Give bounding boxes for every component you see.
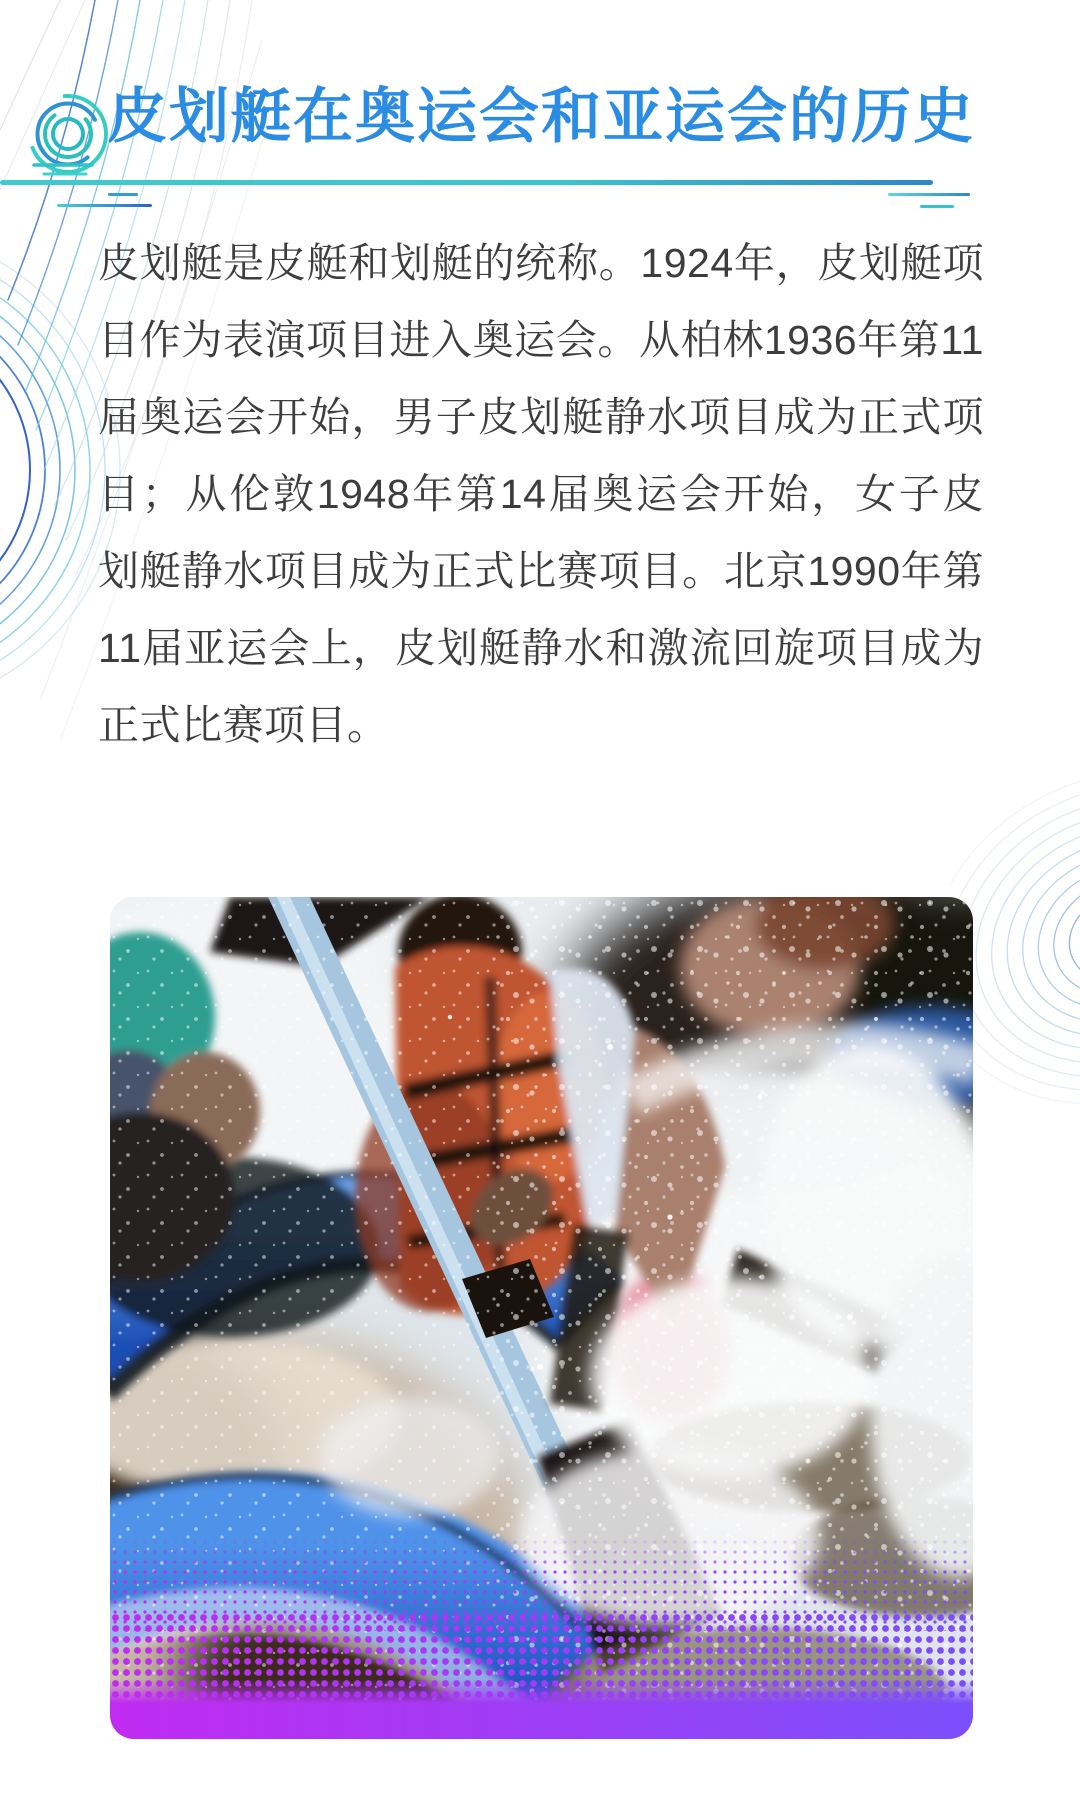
article-paragraph: 皮划艇是皮艇和划艇的统称。1924年，皮划艇项目作为表演项目进入奥运会。从柏林1936年第11届奥运会开始，男子皮划艇静水项目成为正式项目；从伦敦1948年第14届奥运会开始，女子皮划艇静水项目成为正式比赛项目。北京1990年第11届亚运会上，皮划艇静水和激流回旋项目成为正式比赛项目。: [98, 240, 984, 748]
concentric-arcs-icon: [28, 86, 108, 186]
underline-dash: [108, 193, 138, 196]
rafting-photo: [110, 897, 973, 1739]
underline-dash: [920, 205, 954, 208]
page-title: 皮划艇在奥运会和亚运会的历史: [107, 83, 975, 150]
underline-dash: [57, 204, 152, 207]
underline-dash: [888, 193, 970, 196]
title-underline: [0, 180, 933, 185]
